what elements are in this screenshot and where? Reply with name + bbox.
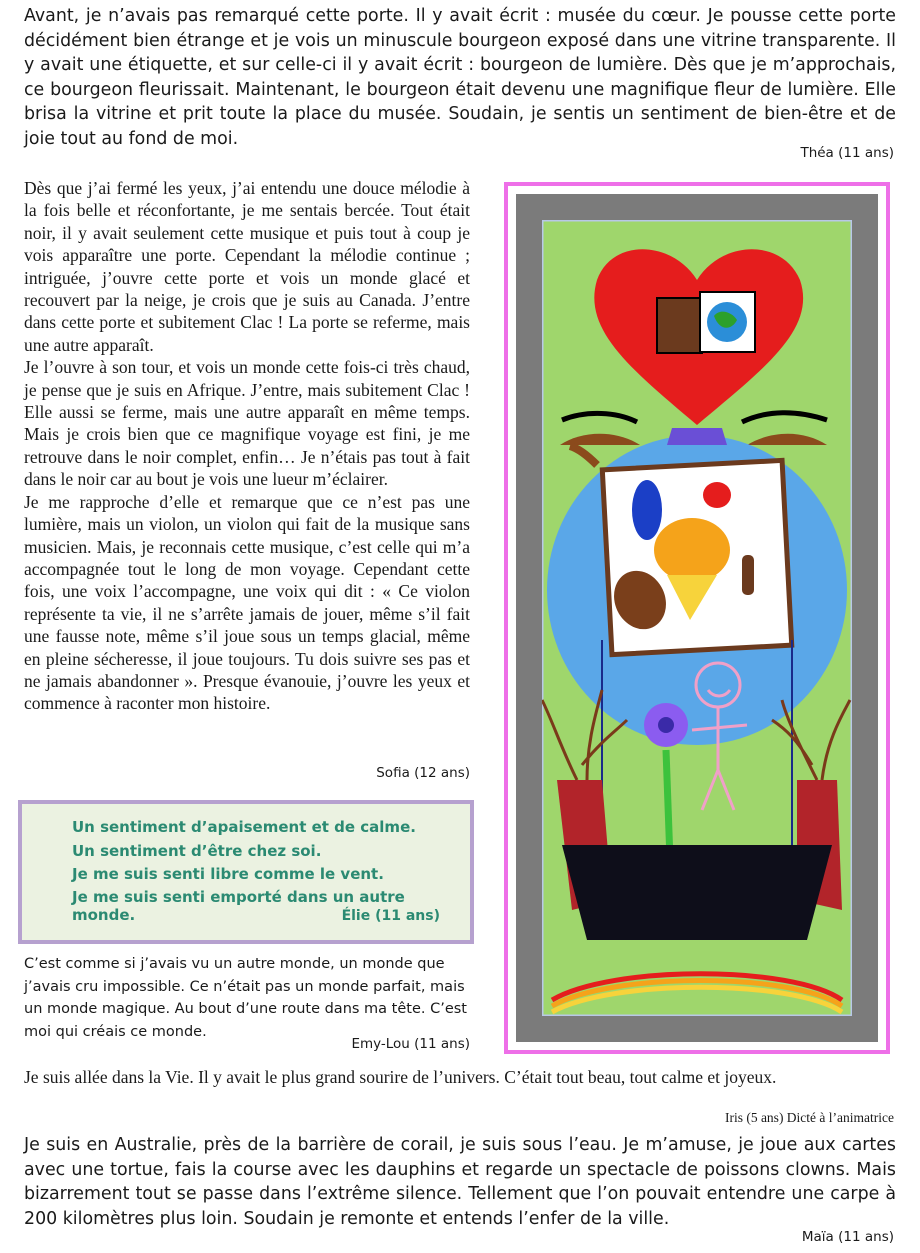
sofia-signature: Sofia (12 ans) bbox=[376, 765, 470, 781]
sofia-paragraph-1: Dès que j’ai fermé les yeux, j’ai entendu une douce mélodie à la fois belle et réconfortante, je me sentais bercée. Tout était noir, il y avait seulement cette musique et puis tout à coup je vois apparaître une porte. Cependant la mélodie continue ; intriguée, j’ouvre cette porte et vois un monde glacé et recouvert par la neige, je crois que je suis au Canada. J’entre dans cette porte et subitement Clac ! La porte se referme, mais une autre apparaît. bbox=[24, 178, 470, 355]
emy-lou-story: C’est comme si j’avais vu un autre monde, un monde que j’avais cru impossible. Ce n’était pas un monde parfait, mais un monde magique. Au bout d’une route dans ma tête. C’est moi qui créais ce monde. bbox=[24, 956, 467, 1040]
elie-line-1: Un sentiment d’apaisement et de calme. bbox=[72, 818, 416, 836]
maia-story: Je suis en Australie, près de la barrière de corail, je suis sous l’eau. Je m’amuse, je joue aux cartes avec une tortue, fais la course avec les dauphins et regarde un spectacle de poissons clowns. Mais bizarrement tout se passe dans l’extrême silence. Tellement que l’on pouvait entendre une carpe à 200 kilomètres plus loin. Soudain je remonte et entends l’enfer de la ville. bbox=[24, 1135, 896, 1229]
thea-story: Avant, je n’avais pas remarqué cette porte. Il y avait écrit : musée du cœur. Je pousse cette porte décidément bien étrange et je vois un minuscule bourgeon exposé dans une vitrine transparente. Il y avait une étiquette, et sur celle-ci il y avait écrit : bourgeon de lumière. Dès que je m’approchais, ce bourgeon fleurissait. Maintenant, le bourgeon était devenu une magnifique fleur de lumière. Elle brisa la vitrine et prit toute la place du musée. Soudain, je sentis un sentiment de bien-être et de joie tout au fond de moi. bbox=[24, 6, 896, 149]
elie-line-4: Je me suis senti emporté dans un autre monde. bbox=[72, 888, 405, 924]
sofia-paragraph-2: Je l’ouvre à son tour, et vois un monde cette fois-ci très chaud, je pense que je suis en Afrique. J’entre, mais subitement Clac ! Elle aussi se ferme, mais une autre apparaît en même temps. Mais je crois bien que ce magnifique voyage est fini, je me retrouve dans le noir complet, enfin… Je n’étais pas tout à fait dans le noir car au bout je vois une lueur m’éclairer. bbox=[24, 357, 470, 490]
iris-signature: Iris (5 ans) Dicté à l’animatrice bbox=[724, 1110, 894, 1125]
elie-signature: Élie (11 ans) bbox=[341, 908, 440, 924]
black-boat bbox=[562, 845, 832, 940]
maia-signature: Maïa (11 ans) bbox=[801, 1229, 894, 1245]
elie-quote-box bbox=[18, 800, 474, 944]
elie-line-2: Un sentiment d’être chez soi. bbox=[72, 842, 322, 860]
sofia-story bbox=[24, 177, 470, 715]
sofia-paragraph-3: Je me rapproche d’elle et remarque que ce n’est pas une lumière, mais un violon, un violon qui fait de la musique sans musicien. Mais, je reconnais cette musique, c’est celle qui m’a accompagnée tout le long de mon voyage. Cependant cette fois, une voix l’accompagne, une voix qui dit : « Ce violon représente ta vie, il ne s’arrête jamais de jouer, même s’il fait une fausse note, même s’il joue sous un temps glacial, même en pleine sécheresse, il joue toujours. Tu dois suivre ses pas et ne jamais abandonner ». Presque évanouie, j’ouvre les yeux et commence à raconter mon histoire. bbox=[24, 491, 470, 714]
child-drawing bbox=[542, 220, 852, 1016]
iris-story: Je suis allée dans la Vie. Il y avait le plus grand sourire de l’univers. C’était tout beau, tout calme et joyeux. bbox=[24, 1067, 777, 1087]
heart-door bbox=[657, 298, 702, 353]
elie-line-3: Je me suis senti libre comme le vent. bbox=[72, 865, 384, 883]
child-drawing-frame bbox=[504, 182, 890, 1054]
flower-stem bbox=[666, 750, 670, 860]
emy-lou-signature: Emy-Lou (11 ans) bbox=[351, 1036, 470, 1052]
thea-signature: Théa (11 ans) bbox=[800, 145, 894, 161]
